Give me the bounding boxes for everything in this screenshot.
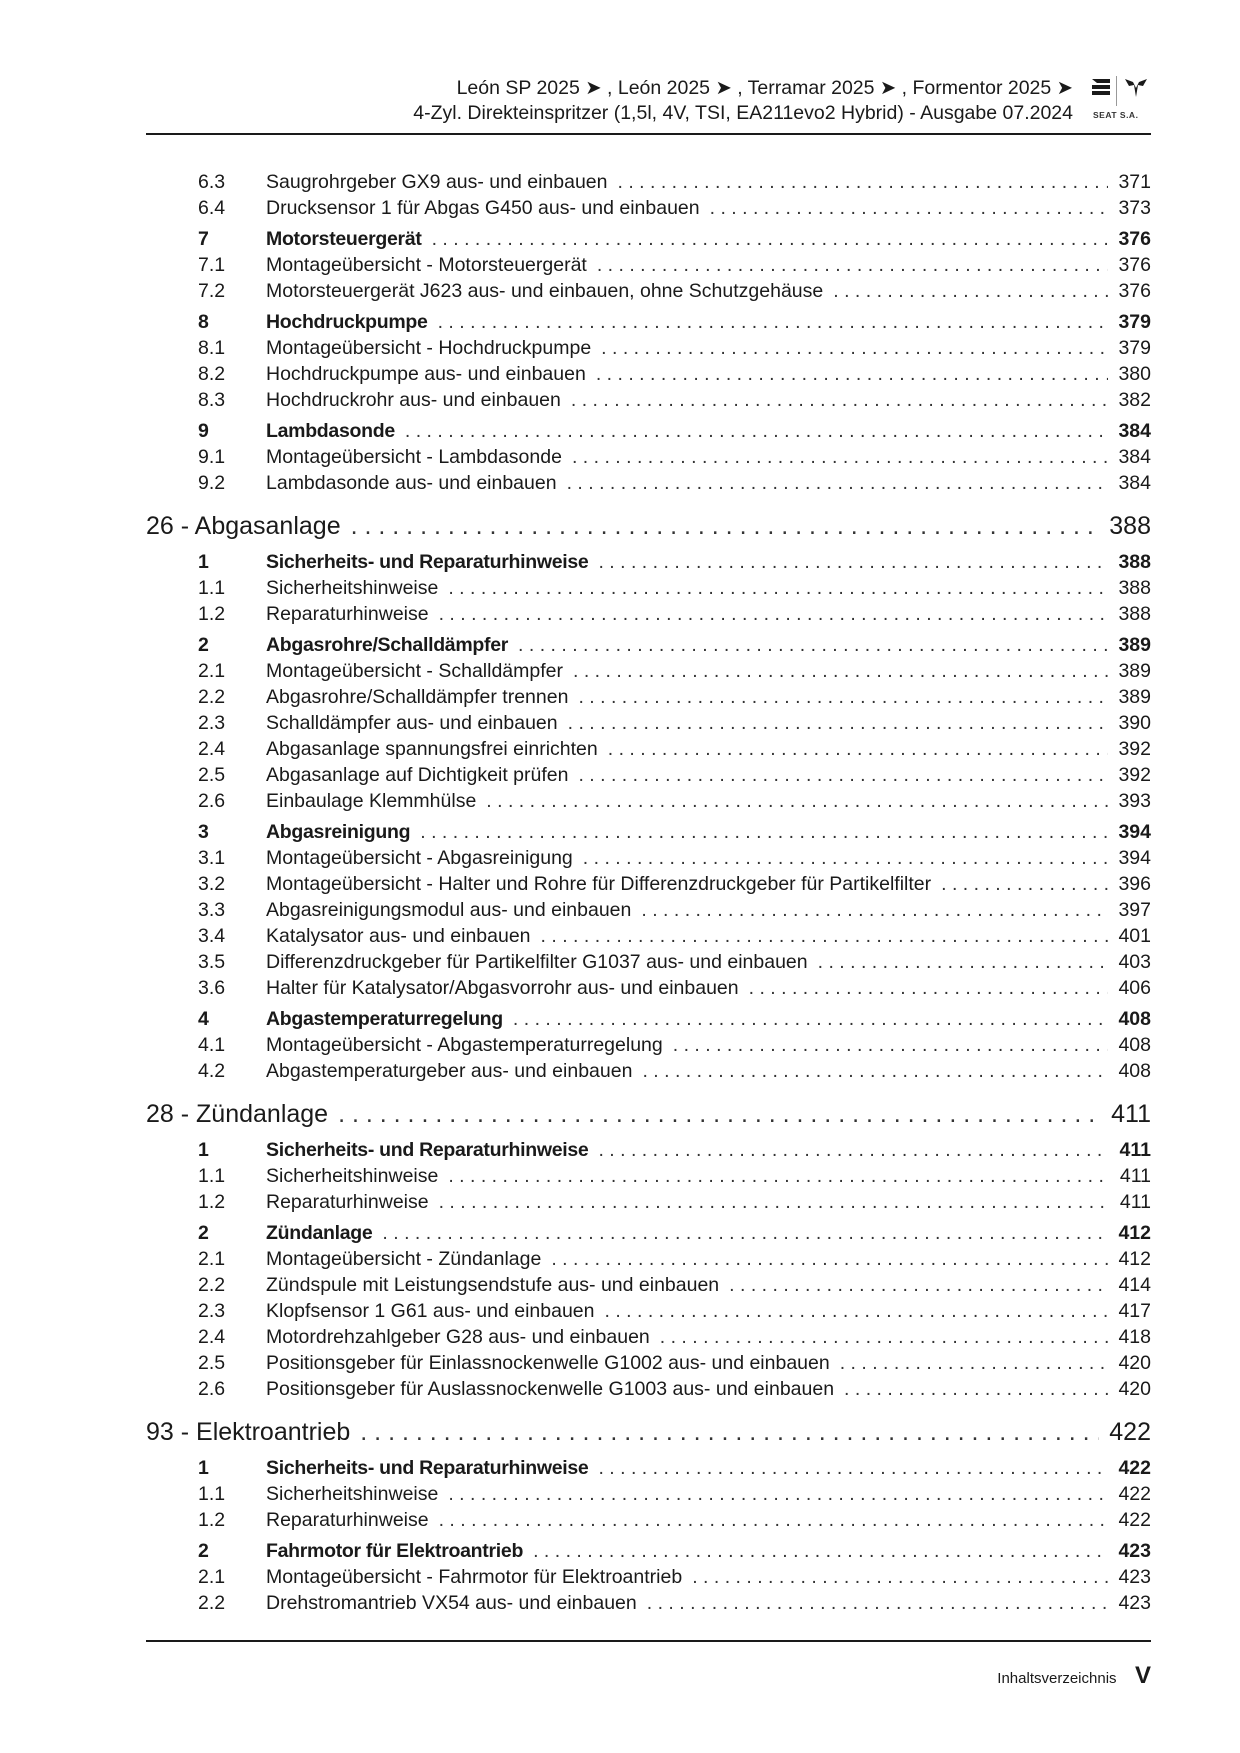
toc-entry-page: 423 (1118, 1540, 1151, 1562)
toc-dot-leader (382, 1222, 1108, 1245)
toc-subsection-entry[interactable] (146, 790, 1151, 816)
toc-entry-number: 2.1 (198, 1566, 226, 1588)
toc-entry-title: 28 - Zündanlage (146, 1100, 329, 1128)
toc-section-entry[interactable] (146, 1540, 1151, 1566)
toc-dot-leader (578, 686, 1108, 709)
toc-entry-page: 412 (1118, 1248, 1151, 1270)
toc-dot-leader (608, 738, 1109, 761)
toc-entry-title: Abgasanlage auf Dichtigkeit prüfen (266, 764, 569, 786)
toc-entry-title: Drehstromantrieb VX54 aus- und einbauen (266, 1592, 637, 1614)
toc-entry-number: 2.2 (198, 1274, 226, 1296)
toc-subsection-entry[interactable] (146, 764, 1151, 790)
toc-subsection-entry[interactable] (146, 1274, 1151, 1300)
toc-entry-title: Abgasrohre/Schalldämpfer trennen (266, 686, 569, 708)
toc-dot-leader (439, 1509, 1109, 1532)
toc-entry-number: 1 (198, 551, 209, 573)
toc-subsection-entry[interactable] (146, 337, 1151, 363)
toc-entry-page: 392 (1118, 738, 1151, 760)
toc-chapter-entry[interactable] (146, 512, 1151, 546)
toc-dot-leader (351, 512, 1100, 541)
page-header (146, 76, 1151, 134)
toc-entry-page: 371 (1118, 171, 1151, 193)
toc-entry-number: 8.2 (198, 363, 226, 385)
toc-entry-number: 2.4 (198, 1326, 226, 1348)
toc-entry-title: Lambdasonde aus- und einbauen (266, 472, 557, 494)
toc-entry-page: 397 (1118, 899, 1151, 921)
toc-entry-page: 373 (1118, 197, 1151, 219)
toc-dot-leader (598, 1457, 1108, 1480)
toc-entry-page: 376 (1118, 280, 1151, 302)
toc-dot-leader (338, 1100, 1101, 1129)
toc-entry-number: 1.2 (198, 603, 226, 625)
toc-entry-number: 8.1 (198, 337, 226, 359)
toc-entry-page: 389 (1118, 686, 1151, 708)
toc-entry-page: 403 (1118, 951, 1151, 973)
toc-entry-title: Montageübersicht - Halter und Rohre für Differenzdruckgeber für Partikelfilter (266, 873, 932, 895)
toc-entry-number: 9.1 (198, 446, 226, 468)
toc-dot-leader (486, 790, 1108, 813)
toc-entry-number: 2 (198, 634, 209, 656)
toc-entry-title: Montageübersicht - Fahrmotor für Elektroantrieb (266, 1566, 683, 1588)
toc-subsection-entry[interactable] (146, 1352, 1151, 1378)
toc-entry-page: 384 (1118, 420, 1151, 442)
toc-section-entry[interactable] (146, 228, 1151, 254)
toc-chapter-entry[interactable] (146, 1100, 1151, 1134)
toc-entry-number: 1.1 (198, 577, 226, 599)
page-footer (146, 1640, 1151, 1689)
header-engine: 4-Zyl. Direkteinspritzer (1,5l, 4V, TSI, EA211evo2 Hybrid) - Ausgabe 07.2024 (413, 102, 1073, 124)
toc-dot-leader (844, 1378, 1108, 1401)
toc-dot-leader (598, 551, 1108, 574)
toc-dot-leader (439, 1191, 1109, 1214)
toc-entry-number: 2.4 (198, 738, 226, 760)
toc-entry-title: Abgastemperaturgeber aus- und einbauen (266, 1060, 633, 1082)
footer-page-number: V (1134, 1662, 1151, 1689)
toc-dot-leader (673, 1034, 1109, 1057)
toc-entry-number: 2.2 (198, 686, 226, 708)
toc-section-entry[interactable] (146, 1222, 1151, 1248)
toc-entry-title: Hochdruckrohr aus- und einbauen (266, 389, 561, 411)
brand-logo (1081, 76, 1151, 126)
toc-entry-number: 9.2 (198, 472, 226, 494)
toc-entry-number: 2.5 (198, 764, 226, 786)
toc-entry-number: 2.5 (198, 1352, 226, 1374)
toc-entry-number: 2.3 (198, 712, 226, 734)
footer-section-label: Inhaltsverzeichnis (997, 1670, 1117, 1687)
toc-entry-title: Positionsgeber für Auslassnockenwelle G1003 aus- und einbauen (266, 1378, 835, 1400)
toc-entry-number: 8.3 (198, 389, 226, 411)
toc-entry-title: Differenzdruckgeber für Partikelfilter G1037 aus- und einbauen (266, 951, 808, 973)
toc-entry-number: 3.1 (198, 847, 226, 869)
toc-entry-title: Montageübersicht - Lambdasonde (266, 446, 562, 468)
toc-entry-title: Montageübersicht - Hochdruckpumpe (266, 337, 592, 359)
toc-entry-title: Reparaturhinweise (266, 1509, 429, 1531)
toc-entry-page: 408 (1118, 1034, 1151, 1056)
toc-entry-number: 3.6 (198, 977, 226, 999)
toc-entry-title: Klopfsensor 1 G61 aus- und einbauen (266, 1300, 595, 1322)
toc-entry-page: 423 (1118, 1592, 1151, 1614)
toc-entry-page: 422 (1118, 1457, 1151, 1479)
toc-subsection-entry[interactable] (146, 254, 1151, 280)
toc-subsection-entry[interactable] (146, 1165, 1151, 1191)
toc-dot-leader (598, 1139, 1109, 1162)
toc-section-entry[interactable] (146, 420, 1151, 446)
toc-entry-title: Saugrohrgeber GX9 aus- und einbauen (266, 171, 608, 193)
toc-entry-title: Einbaulage Klemmhülse (266, 790, 477, 812)
toc-entry-page: 411 (1119, 1165, 1151, 1187)
toc-entry-number: 6.3 (198, 171, 226, 193)
toc-entry-title: Sicherheitshinweise (266, 1165, 439, 1187)
toc-chapter-entry[interactable] (146, 1418, 1151, 1452)
toc-subsection-entry[interactable] (146, 363, 1151, 389)
toc-subsection-entry[interactable] (146, 1483, 1151, 1509)
toc-subsection-entry[interactable] (146, 1060, 1151, 1086)
toc-dot-leader (567, 472, 1109, 495)
toc-subsection-entry[interactable] (146, 951, 1151, 977)
toc-entry-title: Abgastemperaturregelung (266, 1008, 503, 1030)
toc-dot-leader (448, 1483, 1108, 1506)
toc-subsection-entry[interactable] (146, 472, 1151, 498)
toc-entry-page: 401 (1118, 925, 1151, 947)
toc-entry-title: Drucksensor 1 für Abgas G450 aus- und einbauen (266, 197, 700, 219)
toc-entry-number: 2.3 (198, 1300, 226, 1322)
toc-dot-leader (641, 899, 1108, 922)
toc-entry-number: 2 (198, 1540, 209, 1562)
toc-entry-number: 1.1 (198, 1483, 226, 1505)
toc-entry-title: Motorsteuergerät (266, 228, 422, 250)
toc-subsection-entry[interactable] (146, 1509, 1151, 1535)
toc-entry-page: 422 (1118, 1483, 1151, 1505)
toc-entry-number: 1 (198, 1457, 209, 1479)
toc-entry-page: 389 (1118, 660, 1151, 682)
toc-entry-number: 9 (198, 420, 209, 442)
toc-subsection-entry[interactable] (146, 603, 1151, 629)
toc-entry-page: 396 (1118, 873, 1151, 895)
toc-dot-leader (840, 1352, 1109, 1375)
toc-entry-number: 3.5 (198, 951, 226, 973)
toc-entry-page: 420 (1118, 1352, 1151, 1374)
toc-subsection-entry[interactable] (146, 1191, 1151, 1217)
toc-entry-page: 376 (1118, 254, 1151, 276)
toc-dot-leader (448, 1165, 1109, 1188)
toc-entry-title: Abgasrohre/Schalldämpfer (266, 634, 509, 656)
toc-dot-leader (833, 280, 1108, 303)
toc-entry-number: 3.4 (198, 925, 226, 947)
toc-subsection-entry[interactable] (146, 280, 1151, 306)
toc-subsection-entry[interactable] (146, 712, 1151, 738)
toc-entry-page: 384 (1118, 446, 1151, 468)
toc-dot-leader (572, 446, 1109, 469)
toc-entry-page: 417 (1118, 1300, 1151, 1322)
toc-entry-number: 3.3 (198, 899, 226, 921)
toc-subsection-entry[interactable] (146, 977, 1151, 1003)
toc-entry-page: 411 (1119, 1191, 1151, 1213)
toc-entry-number: 4.2 (198, 1060, 226, 1082)
toc-entry-page: 388 (1118, 551, 1151, 573)
toc-dot-leader (439, 603, 1109, 626)
toc-entry-number: 8 (198, 311, 209, 333)
toc-entry-number: 6.4 (198, 197, 226, 219)
toc-entry-page: 384 (1118, 472, 1151, 494)
toc-entry-number: 3.2 (198, 873, 226, 895)
toc-subsection-entry[interactable] (146, 873, 1151, 899)
toc-entry-title: Abgasreinigungsmodul aus- und einbauen (266, 899, 632, 921)
toc-entry-title: Montageübersicht - Abgastemperaturregelung (266, 1034, 663, 1056)
toc-entry-page: 388 (1109, 512, 1151, 540)
toc-dot-leader (533, 1540, 1108, 1563)
toc-entry-title: Fahrmotor für Elektroantrieb (266, 1540, 524, 1562)
toc-dot-leader (578, 764, 1108, 787)
toc-subsection-entry[interactable] (146, 446, 1151, 472)
toc-entry-title: 93 - Elektroantrieb (146, 1418, 351, 1446)
toc-entry-page: 412 (1118, 1222, 1151, 1244)
toc-entry-title: Motordrehzahlgeber G28 aus- und einbauen (266, 1326, 650, 1348)
toc-section-entry[interactable] (146, 1139, 1151, 1165)
toc-section-entry[interactable] (146, 1008, 1151, 1034)
toc-dot-leader (710, 197, 1109, 220)
toc-section-entry[interactable] (146, 634, 1151, 660)
toc-entry-title: Halter für Katalysator/Abgasvorrohr aus- und einbauen (266, 977, 739, 999)
toc-entry-title: Sicherheits- und Reparaturhinweise (266, 1139, 589, 1161)
toc-subsection-entry[interactable] (146, 1592, 1151, 1618)
toc-entry-page: 411 (1119, 1139, 1151, 1161)
toc-entry-page: 414 (1118, 1274, 1151, 1296)
toc-dot-leader (573, 660, 1108, 683)
toc-entry-title: Reparaturhinweise (266, 1191, 429, 1213)
toc-entry-number: 4.1 (198, 1034, 226, 1056)
toc-dot-leader (729, 1274, 1108, 1297)
toc-subsection-entry[interactable] (146, 925, 1151, 951)
toc-entry-title: Montageübersicht - Zündanlage (266, 1248, 542, 1270)
header-models: León SP 2025 ➤ , León 2025 ➤ , Terramar 2025 ➤ , Formentor 2025 ➤ (456, 77, 1073, 99)
toc-dot-leader (405, 420, 1109, 443)
toc-entry-title: Sicherheits- und Reparaturhinweise (266, 1457, 589, 1479)
toc-entry-page: 382 (1118, 389, 1151, 411)
toc-dot-leader (551, 1248, 1108, 1271)
toc-entry-page: 422 (1109, 1418, 1151, 1446)
toc-subsection-entry[interactable] (146, 1300, 1151, 1326)
toc-entry-page: 393 (1118, 790, 1151, 812)
toc-dot-leader (601, 337, 1108, 360)
toc-subsection-entry[interactable] (146, 389, 1151, 415)
toc-dot-leader (749, 977, 1109, 1000)
toc-entry-page: 418 (1118, 1326, 1151, 1348)
toc-dot-leader (518, 634, 1108, 657)
toc-entry-number: 2.2 (198, 1592, 226, 1614)
toc-entry-page: 390 (1118, 712, 1151, 734)
toc-entry-number: 7 (198, 228, 209, 250)
toc-dot-leader (692, 1566, 1108, 1589)
toc-entry-number: 2.6 (198, 1378, 226, 1400)
toc-dot-leader (448, 577, 1108, 600)
toc-dot-leader (618, 171, 1109, 194)
toc-dot-leader (660, 1326, 1109, 1349)
toc-entry-title: Zündspule mit Leistungsendstufe aus- und einbauen (266, 1274, 720, 1296)
toc-dot-leader (438, 311, 1109, 334)
toc-subsection-entry[interactable] (146, 197, 1151, 223)
toc-entry-title: Zündanlage (266, 1222, 373, 1244)
toc-subsection-entry[interactable] (146, 1378, 1151, 1404)
toc-entry-title: Sicherheitshinweise (266, 577, 439, 599)
toc-entry-title: Katalysator aus- und einbauen (266, 925, 531, 947)
toc-entry-number: 1 (198, 1139, 209, 1161)
toc-subsection-entry[interactable] (146, 738, 1151, 764)
toc-entry-title: Hochdruckpumpe (266, 311, 428, 333)
toc-entry-page: 392 (1118, 764, 1151, 786)
toc-entry-number: 2.1 (198, 1248, 226, 1270)
toc-subsection-entry[interactable] (146, 1326, 1151, 1352)
toc-subsection-entry[interactable] (146, 660, 1151, 686)
toc-subsection-entry[interactable] (146, 686, 1151, 712)
toc-section-entry[interactable] (146, 551, 1151, 577)
toc-entry-title: Motorsteuergerät J623 aus- und einbauen, ohne Schutzgehäuse (266, 280, 824, 302)
toc-section-entry[interactable] (146, 1457, 1151, 1483)
toc-dot-leader (360, 1418, 1099, 1447)
toc-subsection-entry[interactable] (146, 171, 1151, 197)
toc-dot-leader (568, 712, 1109, 735)
header-text (413, 76, 1073, 126)
toc-entry-title: Abgasanlage spannungsfrei einrichten (266, 738, 598, 760)
toc-entry-number: 2.6 (198, 790, 226, 812)
toc-entry-title: Reparaturhinweise (266, 603, 429, 625)
toc-entry-title: Schalldämpfer aus- und einbauen (266, 712, 558, 734)
toc-section-entry[interactable] (146, 821, 1151, 847)
toc-entry-page: 406 (1118, 977, 1151, 999)
toc-subsection-entry[interactable] (146, 1566, 1151, 1592)
toc-entry-page: 394 (1118, 847, 1151, 869)
toc-dot-leader (604, 1300, 1108, 1323)
toc-entry-page: 420 (1118, 1378, 1151, 1400)
toc-subsection-entry[interactable] (146, 847, 1151, 873)
toc-entry-number: 2 (198, 1222, 209, 1244)
toc-subsection-entry[interactable] (146, 1248, 1151, 1274)
logo-text: SEAT S.A. (1093, 110, 1139, 120)
toc-entry-number: 7.1 (198, 254, 226, 276)
toc-dot-leader (420, 821, 1108, 844)
toc-entry-page: 411 (1111, 1100, 1151, 1128)
toc-entry-page: 379 (1118, 311, 1151, 333)
toc-entry-number: 4 (198, 1008, 209, 1030)
toc-entry-page: 422 (1118, 1509, 1151, 1531)
toc-dot-leader (647, 1592, 1109, 1615)
cupra-logo-icon (1124, 78, 1148, 98)
toc-dot-leader (818, 951, 1109, 974)
toc-entry-page: 423 (1118, 1566, 1151, 1588)
toc-entry-title: Abgasreinigung (266, 821, 411, 843)
seat-s-logo-icon (1091, 78, 1111, 96)
toc-dot-leader (941, 873, 1108, 896)
toc-entry-page: 388 (1118, 603, 1151, 625)
toc-entry-title: Hochdruckpumpe aus- und einbauen (266, 363, 586, 385)
footer-text (997, 1662, 1151, 1690)
toc-entry-title: Positionsgeber für Einlassnockenwelle G1002 aus- und einbauen (266, 1352, 830, 1374)
footer-divider (146, 1640, 1151, 1642)
header-divider (146, 133, 1151, 135)
toc-dot-leader (541, 925, 1109, 948)
toc-entry-number: 2.1 (198, 660, 226, 682)
toc-entry-page: 394 (1118, 821, 1151, 843)
toc-section-entry[interactable] (146, 311, 1151, 337)
toc-entry-title: Sicherheitshinweise (266, 1483, 439, 1505)
logo-divider (1116, 76, 1117, 106)
toc-entry-title: 26 - Abgasanlage (146, 512, 341, 540)
toc-entry-title: Sicherheits- und Reparaturhinweise (266, 551, 589, 573)
toc-entry-number: 7.2 (198, 280, 226, 302)
toc-dot-leader (571, 389, 1109, 412)
toc-dot-leader (642, 1060, 1108, 1083)
toc-entry-number: 1.2 (198, 1509, 226, 1531)
table-of-contents (146, 171, 1151, 1618)
toc-subsection-entry[interactable] (146, 577, 1151, 603)
toc-entry-page: 389 (1118, 634, 1151, 656)
toc-entry-page: 380 (1118, 363, 1151, 385)
toc-dot-leader (432, 228, 1109, 251)
toc-entry-page: 408 (1118, 1060, 1151, 1082)
toc-entry-title: Montageübersicht - Motorsteuergerät (266, 254, 587, 276)
toc-subsection-entry[interactable] (146, 899, 1151, 925)
toc-dot-leader (583, 847, 1109, 870)
toc-subsection-entry[interactable] (146, 1034, 1151, 1060)
toc-dot-leader (596, 363, 1109, 386)
toc-entry-page: 408 (1118, 1008, 1151, 1030)
toc-entry-title: Lambdasonde (266, 420, 395, 442)
toc-entry-title: Montageübersicht - Schalldämpfer (266, 660, 563, 682)
toc-entry-number: 1.2 (198, 1191, 226, 1213)
toc-dot-leader (597, 254, 1109, 277)
toc-dot-leader (513, 1008, 1109, 1031)
toc-entry-number: 1.1 (198, 1165, 226, 1187)
toc-entry-page: 379 (1118, 337, 1151, 359)
toc-entry-number: 3 (198, 821, 209, 843)
toc-entry-page: 376 (1118, 228, 1151, 250)
toc-entry-page: 388 (1118, 577, 1151, 599)
toc-entry-title: Montageübersicht - Abgasreinigung (266, 847, 573, 869)
